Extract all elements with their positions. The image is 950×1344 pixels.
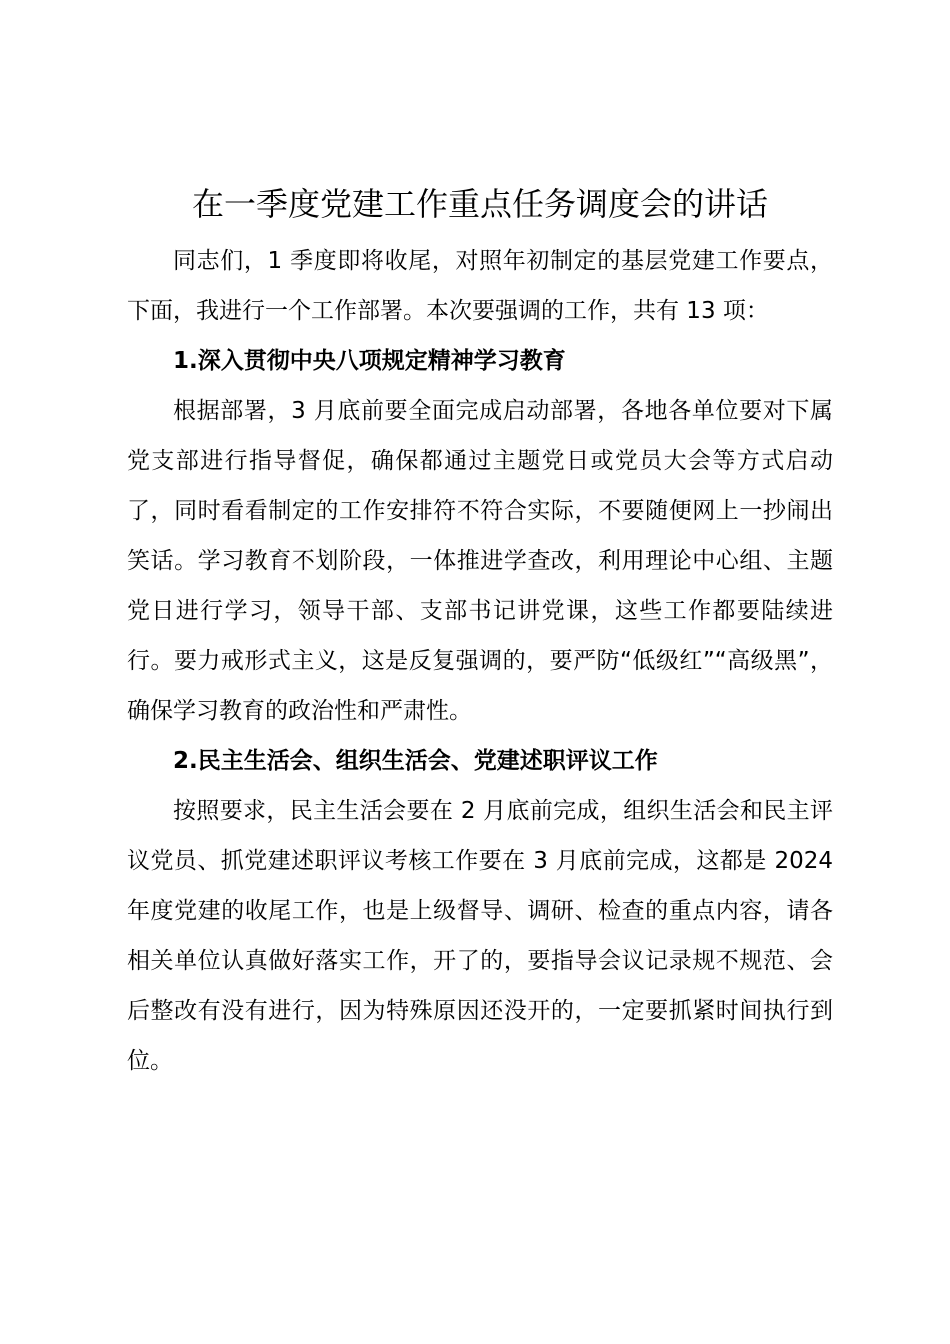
section-heading: 2.民主生活会、组织生活会、党建述职评议工作 (173, 748, 658, 774)
section-body: 按照要求，民主生活会要在 2 月底前完成，组织生活会和民主评议党员、抓党建述职评议考核工作要在 3 月底前完成，这都是 2024 年度党建的收尾工作，也是上级督导、调研、检查的重点内容，请各相关单位认真做好落实工作，开了的，要指导会议记录规不规范、会后整改有没有进行，因为特殊原因还没开的，一定要抓紧时间执行到位。 (127, 798, 833, 1074)
document-title: 在一季度党建工作重点任务调度会的讲话 (191, 185, 768, 223)
section-body: 根据部署，3 月底前要全面完成启动部署，各地各单位要对下属党支部进行指导督促，确保都通过主题党日或党员大会等方式启动了，同时看看制定的工作安排符不符合实际，不要随便网上一抄闹出笑话。学习教育不划阶段，一体推进学查改，利用理论中心组、主题党日进行学习，领导干部、支部书记讲党课，这些工作都要陆续进行。要力戒形式主义，这是反复强调的，要严防“低级红”“高级黑”，确保学习教育的政治性和严肃性。 (127, 398, 833, 724)
document-page (127, 178, 833, 1086)
section-2 (127, 736, 833, 1086)
section-heading: 1.深入贯彻中央八项规定精神学习教育 (173, 348, 566, 374)
intro-paragraph: 同志们，1 季度即将收尾，对照年初制定的基层党建工作要点，下面，我进行一个工作部署。本次要强调的工作，共有 13 项： (127, 248, 833, 324)
section-1 (127, 336, 833, 736)
